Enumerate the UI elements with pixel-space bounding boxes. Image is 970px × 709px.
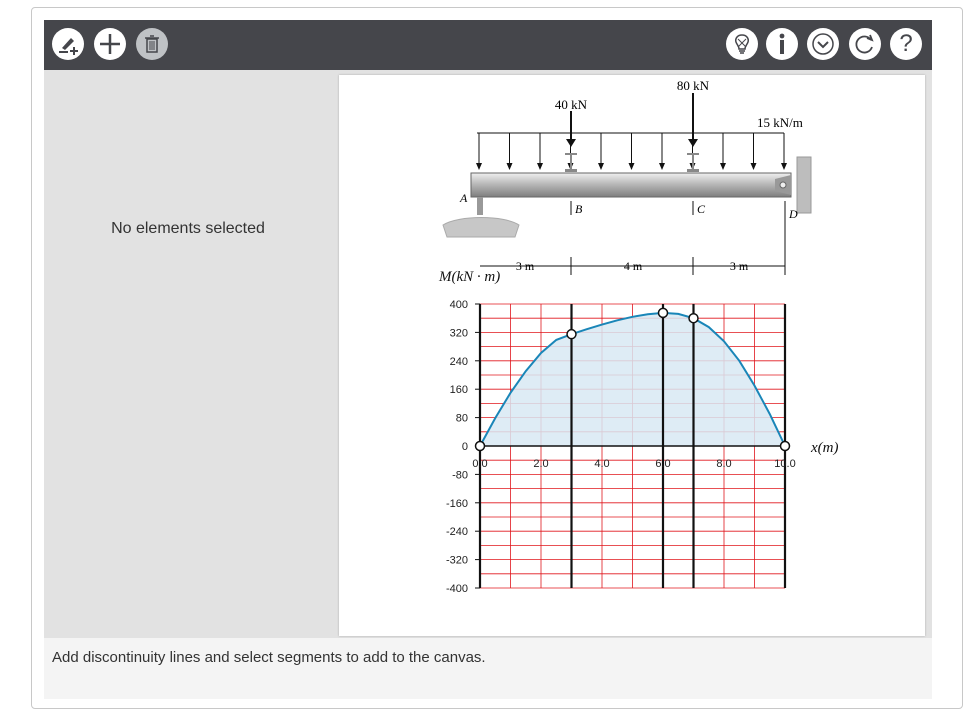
- dim-3-label: 3 m: [729, 259, 749, 273]
- y-tick-label: -320: [445, 554, 468, 567]
- x-tick-label: 2.0: [533, 458, 549, 470]
- label-d: D: [789, 207, 798, 221]
- distributed-load-arrowhead: [629, 163, 635, 170]
- no-selection-message: No elements selected: [111, 220, 265, 237]
- status-message: Add discontinuity lines and select segments to add to the canvas.: [52, 649, 486, 666]
- distributed-load-arrowhead: [781, 163, 787, 170]
- y-axis-label: M(kN · m): [439, 269, 501, 285]
- help-button[interactable]: [890, 28, 922, 60]
- redo-button[interactable]: [849, 28, 881, 60]
- distributed-load-arrowhead: [537, 163, 543, 170]
- y-tick-label: -160: [445, 497, 468, 510]
- distributed-load-arrowhead: [720, 163, 726, 170]
- y-tick-label: 160: [449, 384, 468, 397]
- help-icon: ?: [899, 30, 913, 57]
- curve-point[interactable]: [567, 330, 576, 339]
- x-tick-label: 8.0: [716, 458, 732, 470]
- beam-figure: [443, 78, 811, 275]
- toolbar: [44, 20, 932, 70]
- dim-1-label: 3 m: [515, 259, 535, 273]
- y-tick-label: -240: [445, 526, 468, 539]
- curve-point[interactable]: [689, 314, 698, 323]
- properties-panel: [44, 70, 332, 638]
- dim-2-label: 4 m: [623, 259, 643, 273]
- distributed-load: [476, 133, 787, 170]
- info-button[interactable]: [766, 28, 798, 60]
- redo-icon: [849, 28, 881, 60]
- canvas-svg: [339, 75, 925, 636]
- add-button[interactable]: [94, 28, 126, 60]
- y-tick-label: -400: [445, 583, 468, 595]
- chevron-down-icon: [807, 28, 839, 60]
- add-icon: [94, 28, 126, 60]
- beam: [471, 173, 791, 197]
- add-discontinuity-button[interactable]: [52, 28, 84, 60]
- info-icon: [766, 28, 798, 60]
- x-tick-label: 6.0: [655, 458, 671, 470]
- drawing-canvas[interactable]: [339, 75, 925, 636]
- y-tick-label: 320: [449, 327, 468, 340]
- status-bar: [44, 638, 932, 699]
- distributed-load-arrowhead: [507, 163, 513, 170]
- add-discontinuity-icon: [52, 28, 84, 60]
- hint-bulb-icon: [726, 28, 758, 60]
- x-tick-label: 4.0: [594, 458, 610, 470]
- load-40-label: 40 kN: [554, 97, 588, 112]
- distributed-load-label: 15 kN/m: [757, 115, 803, 130]
- distributed-load-arrowhead: [476, 163, 482, 170]
- distributed-load-arrowhead: [598, 163, 604, 170]
- moment-area: [480, 313, 785, 446]
- support-a: [477, 197, 483, 215]
- support-d-wall: [797, 157, 811, 213]
- load-80-label: 80 kN: [676, 78, 710, 93]
- x-tick-label: 0.0: [472, 458, 488, 470]
- hint-button[interactable]: [726, 28, 758, 60]
- x-tick-label: 10.0: [774, 458, 796, 470]
- distributed-load-arrowhead: [751, 163, 757, 170]
- dropdown-button[interactable]: [807, 28, 839, 60]
- y-tick-label: 240: [449, 355, 468, 368]
- trash-icon: [136, 28, 168, 60]
- y-tick-label: -80: [452, 469, 468, 482]
- delete-button[interactable]: [136, 28, 168, 60]
- label-c: C: [697, 202, 706, 216]
- y-tick-label: 80: [455, 412, 468, 425]
- curve-point[interactable]: [476, 442, 485, 451]
- y-tick-label: 400: [449, 299, 468, 311]
- y-tick-label: 0: [461, 441, 468, 453]
- moment-diagram: [438, 269, 838, 595]
- x-axis-label: x(m): [811, 440, 839, 456]
- label-b: B: [575, 202, 583, 216]
- curve-point[interactable]: [659, 308, 668, 317]
- curve-point[interactable]: [781, 442, 790, 451]
- label-a: A: [460, 191, 468, 205]
- distributed-load-arrowhead: [659, 163, 665, 170]
